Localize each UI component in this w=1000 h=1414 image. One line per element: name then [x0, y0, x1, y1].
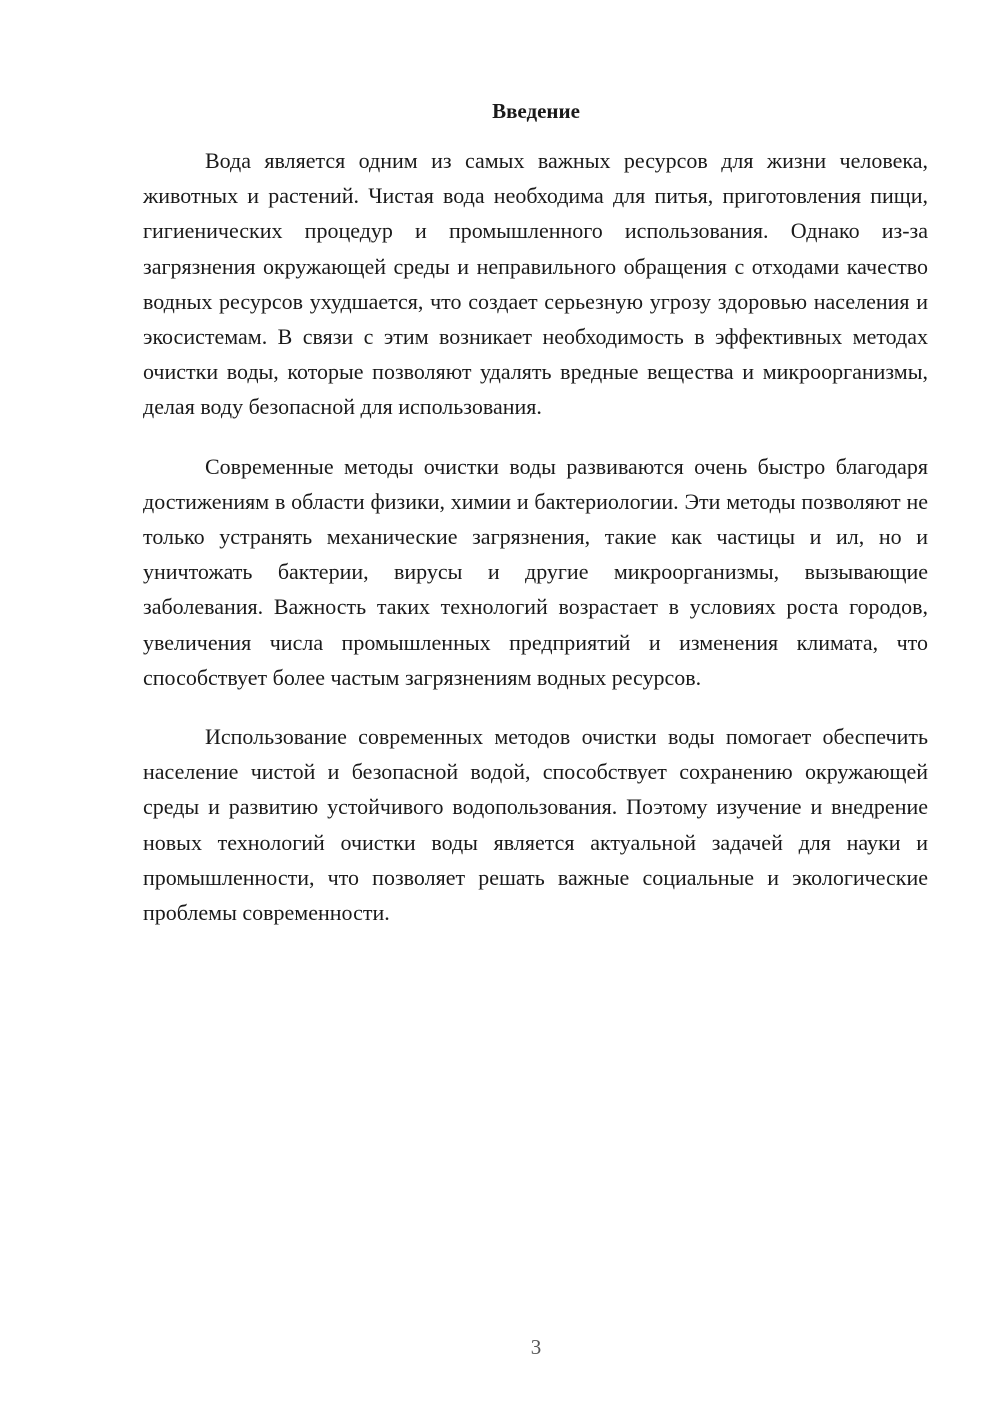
paragraph-3: Использование современных методов очистки воды помогает обеспечить население чистой и безопасной водой, способствует сохранению окружающей среды и развитию устойчивого водопользования. Поэтому изучение и внедрение новых технологий очистки воды является актуальной задачей для науки и промышленности, что позволяет решать важные социальные и экологические проблемы современности.	[143, 724, 928, 926]
paragraph-2: Современные методы очистки воды развиваются очень быстро благодаря достижениям в области физики, химии и бактериологии. Эти методы позволяют не только устранять механические загрязнения, такие как частицы и ил, но и уничтожать бактерии, вирусы и другие микроорганизмы, вызывающие заболевания. Важность таких технологий возрастает в условиях роста городов, увеличения числа промышленных предприятий и изменения климата, что способствует более частым загрязнениям водных ресурсов.	[143, 453, 928, 690]
body-text	[143, 143, 928, 954]
page-number: 3	[530, 1335, 542, 1359]
paragraph-1: Вода является одним из самых важных ресурсов для жизни человека, животных и растений. Чистая вода необходима для питья, приготовления пищи, гигиенических процедур и промышленного использования. Однако из-за загрязнения окружающей среды и неправильного обращения с отходами качество водных ресурсов ухудшается, что создает серьезную угрозу здоровью населения и экосистемам. В связи с этим возникает необходимость в эффективных методах очистки воды, которые позволяют удалять вредные вещества и микроорганизмы, делая воду безопасной для использования.	[143, 148, 928, 420]
section-title: Введение	[492, 99, 580, 123]
